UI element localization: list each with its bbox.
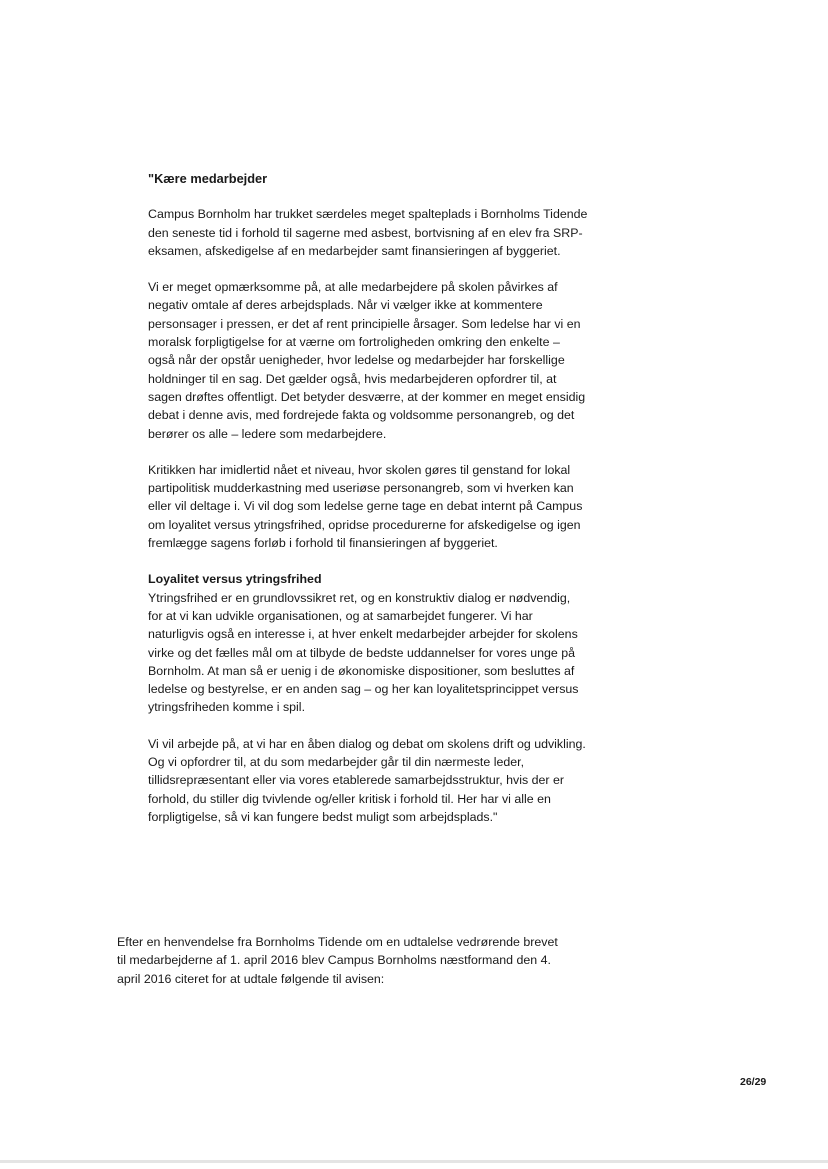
letter-paragraph-2: Vi er meget opmærksomme på, at alle medarbejdere på skolen påvirkes af negativ omtale af deres arbejdsplads. Når vi vælger ikke at kommentere personsager i pressen, er det af rent principielle årsager. Som ledelse har vi en moralsk forpligtigelse for at værne om fortroligheden omkring den enkelte – også når der opstår uenigheder, hvor ledelse og medarbejder har forskellige holdninger til en sag. Det gælder også, hvis medarbejderen opfordrer til, at sagen drøftes offentligt. Det betyder desværre, at der kommer en meget ensidig debat i denne avis, med fordrejede fakta og voldsomme personangreb, og det berører os alle – ledere som medarbejdere.: [148, 280, 586, 441]
letter-section-loyalty: [148, 570, 588, 716]
letter-paragraph-5: Vi vil arbejde på, at vi har en åben dialog og debat om skolens drift og udvikling. Og vi opfordrer til, at du som medarbejder går til din nærmeste leder, tillidsrepræsentant eller via vores etablerede samarbejdsstruktur, hvis der er forhold, du stiller dig tvivlende og/eller kritisk i forhold til. Her har vi alle en forpligtigelse, så vi kan fungere bedst muligt som arbejdsplads.": [148, 736, 586, 824]
section-subheading: Loyalitet versus ytringsfrihed: [148, 572, 322, 587]
scan-edge-divider: [0, 1160, 828, 1163]
letter-paragraph-3: Kritikken har imidlertid nået et niveau, hvor skolen gøres til genstand for lokal partipolitisk mudderkastning med useriøse personangreb, som vi hverken kan eller vil deltage i. Vi vil dog som ledelse gerne tage en debat internt på Campus om loyalitet versus ytringsfrihed, opridse procedurerne for afskedigelse og igen fremlægge sagens forløb i forhold til finansieringen af byggeriet.: [148, 462, 583, 551]
quoted-letter: [148, 170, 588, 844]
letter-paragraph-1: Campus Bornholm har trukket særdeles meget spalteplads i Bornholms Tidende den seneste tid i forhold til sagerne med asbest, bortvisning af en elev fra SRP-eksamen, afskedigelse af en medarbejder samt finansieringen af byggeriet.: [148, 207, 588, 258]
letter-greeting: "Kære medarbejder: [148, 171, 268, 186]
intro-paragraph: Efter en henvendelse fra Bornholms Tidende om en udtalelse vedrørende brevet til medarbejderne af 1. april 2016 blev Campus Bornholms næstformand den 4. april 2016 citeret for at udtale følgende til avisen:: [117, 935, 558, 986]
page-number: 26/29: [740, 1076, 767, 1088]
letter-paragraph-4: Ytringsfrihed er en grundlovssikret ret, og en konstruktiv dialog er nødvendig, for at vi kan udvikle organisationen, og at samarbejdet fungerer. Vi har naturligvis også en interesse i, at hver enkelt medarbejder arbejder for skolens virke og det fælles mål om at tilbyde de bedste uddannelser for vores unge på Bornholm. At man så er uenig i de økonomiske dispositioner, som besluttes af ledelse og bestyrelse, er en anden sag – og her kan loyalitetsprincippet versus ytringsfriheden komme i spil.: [148, 590, 579, 715]
